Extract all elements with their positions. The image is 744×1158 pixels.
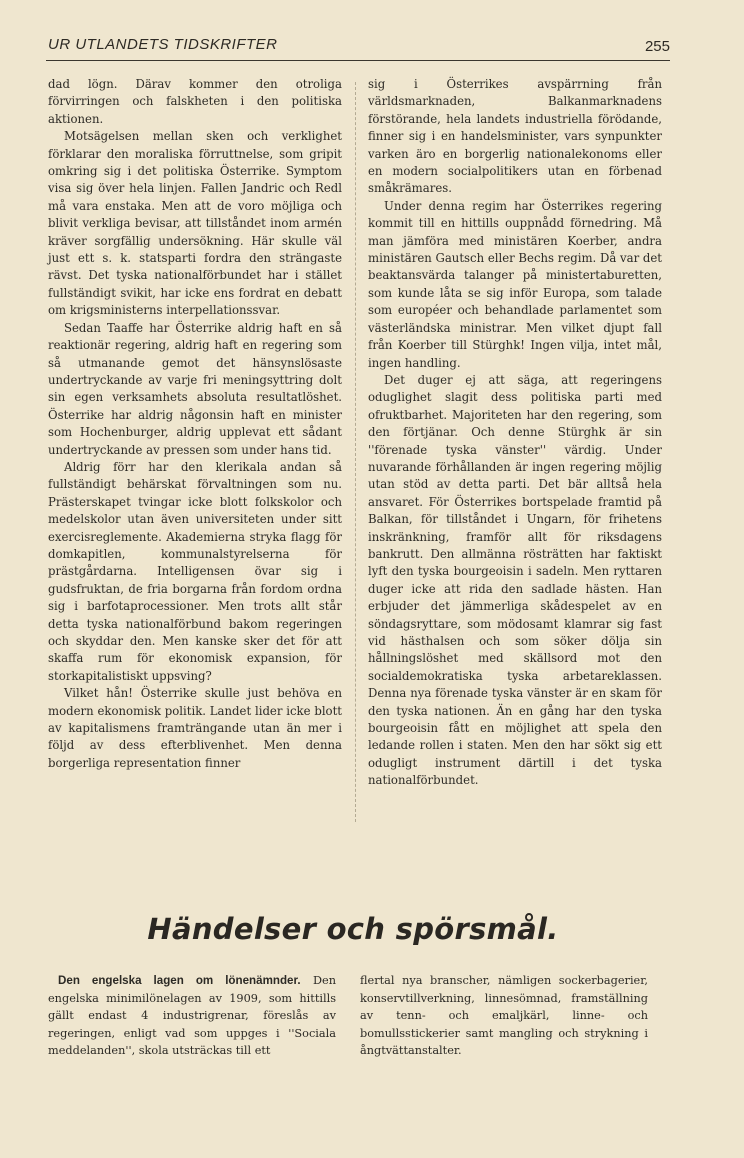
paragraph: sig i Österrikes avspärrning från världsmarknaden, Balkanmarknadens förstörande, hela landets industriella förödande, finner sig i en handelsminister, vars synpunkter varken äro en borgerlig nationalekonoms eller en modern socialpolitikers utan en förbenad småkrämares. bbox=[368, 77, 662, 196]
paragraph: Det duger ej att säga, att regeringens oduglighet slagit dess politiska parti med ofruktbarhet. Majoriteten har den regering, som den förtjänar. Och denne Stürghk är sin ''förenade tyska vänster'' värdig. Under nuvarande förhållanden är ingen regering möjlig utan stöd av detta parti. Det bär alltså hela ansvaret. För Österrikes bortspelade framtid på Balkan, för tillståndet i Ungarn, för frihetens inskränkning, framför allt för riksdagens bankrutt. Den allmänna rösträtten har faktiskt lyft den tyska bourgeoisin i sadeln. Men ryttaren duger icke att rida den sadlade hästen. Han erbjuder det jämmerliga skådespelet av en söndagsryttare, som mödosamt klamrar sig fast vid hästhalsen och som söker dölja sin hållningslöshet med skällsord mot den socialdemokratiska tyska arbetareklassen. Denna nya förenade tyska vänster är en skam för den tyska nationen. Än en gång har den tyska bourgeoisin fått en möjlighet att spela den ledande rollen i staten. Men den har sökt sig ett odugligt instrument därtill i det tyska nationalförbundet. bbox=[368, 372, 662, 788]
news-lead: Den engelska lagen om lönenämnder. bbox=[58, 974, 301, 987]
column-divider bbox=[355, 82, 356, 822]
header-rule bbox=[46, 60, 670, 61]
paragraph: dad lögn. Därav kommer den otroliga förvirringen och falskheten i den politiska aktionen. bbox=[48, 77, 342, 126]
right-column bbox=[368, 76, 662, 790]
paragraph: Sedan Taaffe har Österrike aldrig haft en så reaktionär regering, aldrig haft en regering som så utmanande gemot det hänsynslösaste undertryckande av varje fri meningsyttring dolt sin egen verksamhets absoluta resultatlöshet. Österrike har aldrig någonsin haft en minister som Hochenburger, aldrig upplevat ett sådant undertryckande av pressen som under hans tid. bbox=[48, 320, 342, 457]
running-title: UR UTLANDETS TIDSKRIFTER bbox=[48, 36, 278, 53]
news-text: Den engelska minimilönelagen av 1909, som hittills gällt endast 4 industrigrenar, föreslås av regeringen, enligt vad som uppges i ''Sociala meddelanden'', skola utsträckas till ett bbox=[48, 974, 336, 1058]
paragraph: Vilket hån! Österrike skulle just behöva en modern ekonomisk politik. Landet lider icke blott av kapitalismens framträngande utan än mer i följd av dess efterblivenhet. Men denna borgerliga representation finner bbox=[48, 686, 342, 770]
news-paragraph: flertal nya branscher, nämligen sockerbagerier, konservtillverkning, linnesömnad, framställning av tenn- och emaljkärl, linne- och bomullsstickerier samt mangling och strykning i ångtvättanstalter. bbox=[360, 974, 648, 1058]
news-item-right bbox=[360, 972, 648, 1060]
paragraph: Under denna regim har Österrikes regering kommit till en hittills ouppnådd förnedring. Må man jämföra med ministären Koerber, andra ministären Gautsch eller Bechs regim. Då var det beaktansvärda talanger på ministertaburetten, som kunde låta se sig inför Europa, som talade som européer och behandlade parlamentet som västerländska ministrar. Men vilket djupt fall från Koerber till Stürghk! Ingen vilja, intet mål, ingen handling. bbox=[368, 198, 662, 370]
paragraph: Motsägelsen mellan sken och verklighet förklarar den moraliska förruttnelse, som gripit omkring sig i det politiska Österrike. Symptom visa sig över hela linjen. Fallen Jandric och Redl må vara enstaka. Men att de voro möjliga och blivit verkliga bevisar, att tillståndet inom armén kräver sorgfällig undersökning. Här skulle väl just ett s. k. statsparti fordra den strängaste rävst. Det tyska nationalförbundet har i stället fullständigt svikit, har icke ens fordrat en debatt om krigsministerns interpellationssvar. bbox=[48, 129, 342, 318]
left-column bbox=[48, 76, 342, 772]
news-item-left bbox=[48, 972, 336, 1060]
page-number: 255 bbox=[644, 38, 670, 55]
paragraph: Aldrig förr har den klerikala andan så fullständigt behärskat förvaltningen som nu. Prästerskapet tvingar icke blott folkskolor och medelskolor utan även universiteten under sitt exercisreglemente. Akademierna stryka flagg för domkapitlen, kommunalstyrelserna för prästgårdarna. Intelligensen övar sig i gudsfruktan, de fria borgarna från fordom ordna sig i barfotaprocessioner. Men trots allt står detta tyska nationalförbund bakom regeringen och skyddar den. Men kanske sker det för att skaffa rum för ekonomisk expansion, för storkapitalistiskt uppsving? bbox=[48, 459, 342, 683]
section-title: Händelser och spörsmål. bbox=[147, 912, 559, 946]
news-paragraph bbox=[48, 972, 336, 1060]
